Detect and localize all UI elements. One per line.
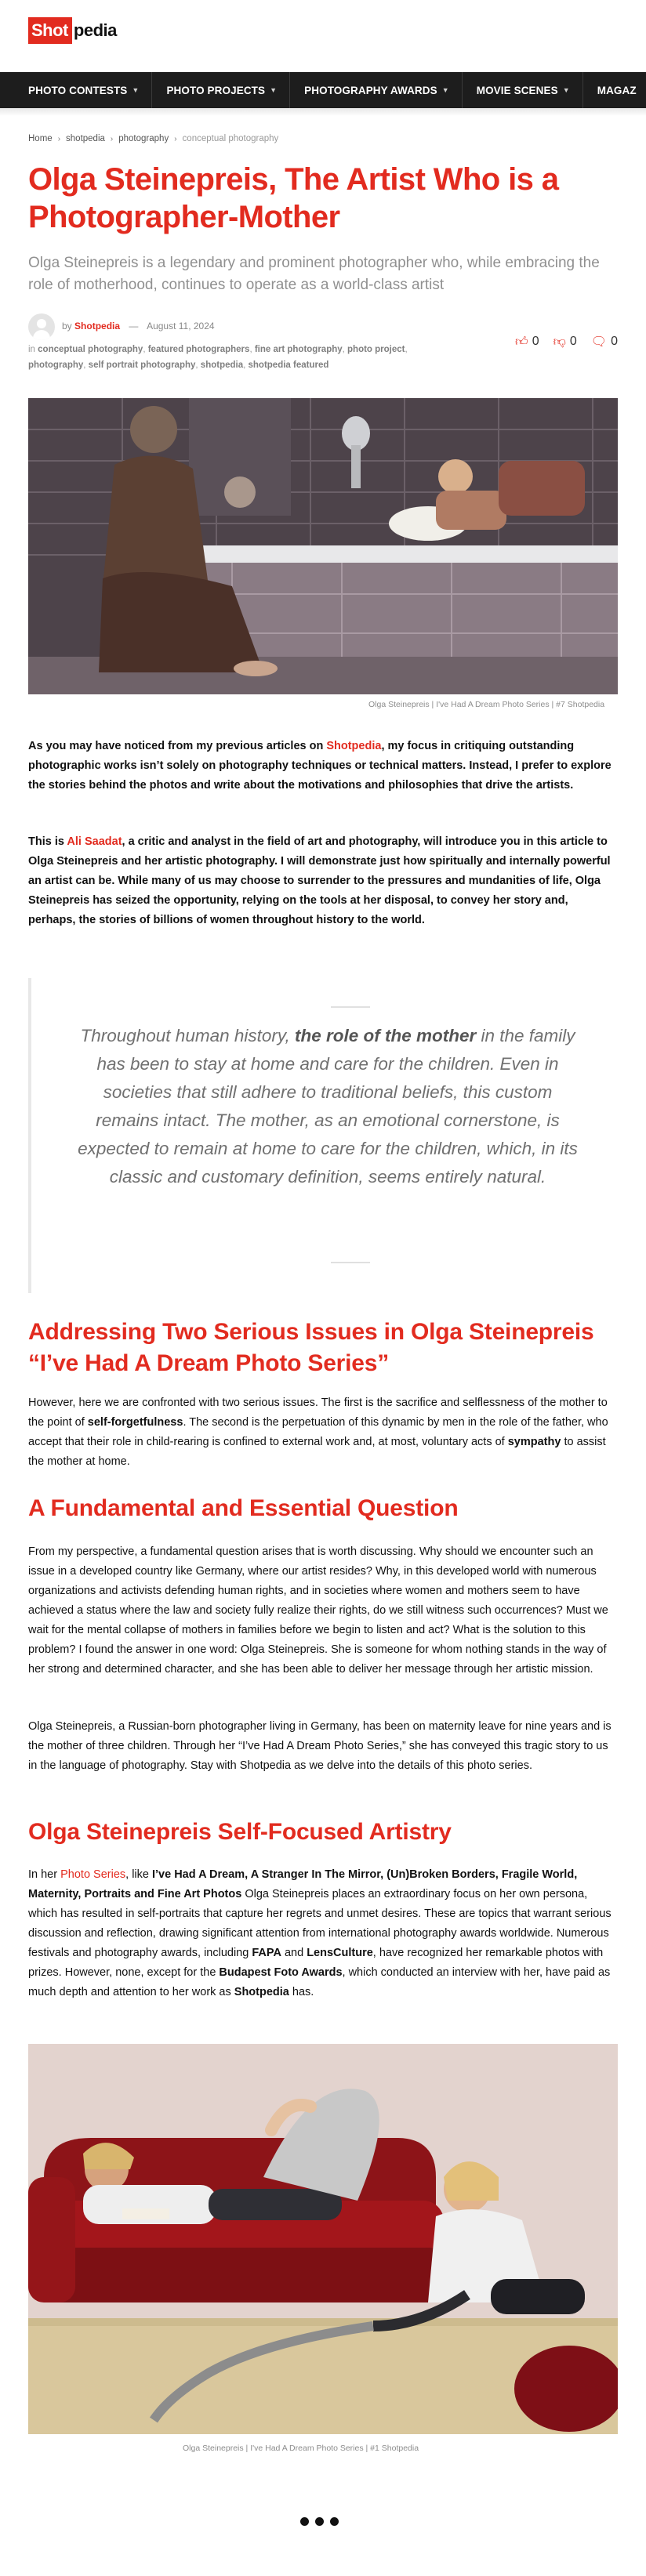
breadcrumb-current[interactable]: conceptual photography [182,134,279,143]
chevron-down-icon: ▼ [270,86,278,94]
chevron-right-icon: › [57,134,61,143]
emphasis: Shotpedia [234,1986,289,1998]
site-logo[interactable] [28,17,117,44]
hero-image[interactable] [28,398,618,694]
chevron-down-icon: ▼ [132,86,140,94]
text: , like [125,1868,152,1881]
nav-item-photography-awards[interactable] [290,72,463,108]
breadcrumb-home[interactable]: Home [28,134,53,143]
text: As you may have noticed from my previous articles on [28,740,327,752]
breadcrumb [28,134,278,143]
nav-item-photo-contests[interactable] [0,72,152,108]
text: and [281,1947,307,1959]
downvote-count: 0 [569,335,577,348]
text: Olga Steinepreis places an extraordinary focus on her own persona, which has resulted in self-portraits that capture her regrets and unmet desires. These are topics that warrant serious discussion and reflection, drawing significant attention from international photography awards worldwide. Numerous festivals and photography awards, including [28,1888,612,1959]
thumbs-up-icon: 👍︎ [514,335,528,349]
text: , have recognized her remarkable photos with prizes. However, none, except for the [28,1947,604,1979]
article-meta [28,313,618,376]
nav-label: PHOTO PROJECTS [166,84,266,96]
text: has. [289,1986,314,1998]
quote-bottom-rule [331,1262,370,1263]
nav-label: PHOTO CONTESTS [28,84,128,96]
logo-text: pedia [73,20,117,40]
category-link[interactable]: self portrait photography [88,360,196,370]
category-link[interactable]: photography [28,360,84,370]
emphasis: FAPA [252,1947,281,1959]
text: , my focus in critiquing outstanding photographic works isn’t solely on photography techniques or technical matters. Instead, I prefer to explore the stories behind the photos and write about the motivations and philosophies that drive the artists. [28,740,612,792]
quote-text [75,1022,580,1191]
figure-caption: Olga Steinepreis | I've Had A Dream Photo Series | #1 Shotpedia [183,2444,419,2453]
category-link[interactable]: shotpedia featured [248,360,329,370]
artistry-paragraph [28,1865,618,2002]
section-heading-question: A Fundamental and Essential Question [28,1495,459,1521]
upvote-count: 0 [532,335,539,348]
emphasis: sympathy [507,1436,561,1448]
nav-label: MOVIE SCENES [476,84,558,96]
text: However, here we are confronted with two serious issues. The first is the sacrifice and selflessness of the mother to the point of [28,1397,608,1429]
emphasis: Budapest Foto Awards [219,1966,343,1979]
living-room-photo-illustration [28,2044,618,2434]
chevron-down-icon: ▼ [562,86,570,94]
by-label: by [62,321,72,332]
comment-icon: 🗨︎ [590,335,608,349]
chevron-down-icon: ▼ [441,86,449,94]
site-header [0,0,646,66]
text: This is [28,835,67,848]
logo-mark: Shot [28,17,72,44]
text: In her [28,1868,61,1881]
section-heading-artistry: Olga Steinepreis Self-Focused Artistry [28,1819,452,1845]
article-image-living-room[interactable] [28,2044,618,2434]
reaction-bar [515,334,618,350]
downvote-button[interactable] [553,334,577,350]
breadcrumb-shotpedia[interactable]: shotpedia [66,134,105,143]
thumbs-down-icon: 👎︎ [553,335,566,349]
chevron-right-icon: › [110,134,114,143]
byline-separator: — [129,321,139,332]
byline [62,321,215,332]
loading-dot [300,2517,309,2526]
loading-dot [315,2517,324,2526]
main-navigation [0,72,646,108]
two-issues-paragraph [28,1393,618,1472]
category-link[interactable]: shotpedia [200,360,244,370]
comments-button[interactable] [591,334,618,350]
nav-item-magazine[interactable] [583,72,646,108]
quote-top-rule [331,1006,370,1008]
nav-label: PHOTOGRAPHY AWARDS [304,84,437,96]
chevron-right-icon: › [174,134,177,143]
bathroom-photo-illustration [28,398,618,694]
pull-quote [28,978,618,1293]
page-title: Olga Steinepreis, The Artist Who is a Photographer-Mother [28,162,559,234]
nav-item-movie-scenes[interactable] [463,72,583,108]
emphasis: I’ve Had A Dream, A Stranger In The Mirror, (Un)Broken Borders, Fragile World, Maternity, Portraits and Fine Art Photos [28,1868,578,1900]
text: . The second is the perpetuation of this dynamic by men in the role of the father, who accept that their role in child-rearing is confined to external work and, at most, voluntary acts of [28,1416,608,1448]
quote-emphasis: the role of the mother [294,1026,477,1045]
category-list: in conceptual photography, featured photographers, fine art photography, photo project, photography, self portrait photography, shotpedia, shotpedia featured [28,345,408,370]
shotpedia-link[interactable]: Shotpedia [326,740,382,752]
text: to assist the mother at home. [28,1436,606,1468]
comment-count: 0 [611,335,618,348]
emphasis: LensCulture [307,1947,373,1959]
header-shadow [0,108,646,116]
author-intro-paragraph [28,832,618,930]
nav-item-photo-projects[interactable] [152,72,290,108]
photo-series-link[interactable]: Photo Series [60,1868,126,1881]
intro-paragraph [28,737,618,795]
category-link[interactable]: featured photographers [147,345,250,354]
article-subtitle: Olga Steinepreis is a legendary and prominent photographer who, while embracing the role of motherhood, continues to operate as a world-class artist [28,255,600,293]
in-label: in [28,345,35,354]
author-link[interactable]: Shotpedia [74,321,121,332]
biography-paragraph: Olga Steinepreis, a Russian-born photographer living in Germany, has been on maternity leave for nine years and is the mother of three children. Through her “I’ve Had A Dream Photo Series,” she has conveyed this tragic story to us in the language of photography. Stay with Shotpedia as we delve into the details of this photo series. [28,1720,612,1772]
category-link[interactable]: fine art photography [254,345,343,354]
text: in the family has been to stay at home and care for the children. Even in societies that still adhere to traditional beliefs, this custom remains intact. The mother, as an emotional cornerstone, is expected to remain at home to care for the children, which, in its classic and customary definition, seems entirely natural. [78,1026,578,1187]
text: , which conducted an interview with her, have paid as much depth and attention to her work as [28,1966,611,1998]
loading-dots [300,2517,339,2526]
hero-caption: Olga Steinepreis | I've Had A Dream Photo Series | #7 Shotpedia [368,700,605,709]
category-link[interactable]: conceptual photography [38,345,143,354]
category-link[interactable]: photo project [347,345,405,354]
nav-label: MAGAZ [597,84,637,96]
question-paragraph: From my perspective, a fundamental question arises that is worth discussing. Why should we encounter such an issue in a developed country like Germany, where our artist resides? Why, in this developed world with numerous organizations and activists defending human rights, and in societies where women and mothers seem to have achieved a status where the law and society fully realize their rights, do we still witness such occurrences? Must we wait for the mental collapse of mothers in families before we begin to listen and act? What is the solution to this problem? I found the answer in one word: Olga Steinepreis. She is someone for whom nothing stands in the way of her strong and determined character, and she has been able to deliver her message through her artistic mission. [28,1545,608,1676]
breadcrumb-photography[interactable]: photography [118,134,169,143]
loading-dot [330,2517,339,2526]
text: , a critic and analyst in the field of art and photography, will introduce you in this article to Olga Steinepreis and her artistic photography. I will demonstrate just how spiritually and internally powerful an artist can be. While many of us may choose to surrender to the pressures and mundanities of life, Olga Steinepreis has seized the opportunity, relying on the tools at her disposal, to convey her story and, perhaps, the stories of billions of women throughout history to the world. [28,835,611,926]
author-profile-link[interactable]: Ali Saadat [67,835,122,848]
publish-date: August 11, 2024 [147,321,215,332]
text: Throughout human history, [80,1026,295,1045]
author-avatar[interactable] [28,313,55,340]
section-heading-two-issues: Addressing Two Serious Issues in Olga Steinepreis “I’ve Had A Dream Photo Series” [28,1319,594,1376]
emphasis: self-forgetfulness [87,1416,183,1429]
upvote-button[interactable] [515,334,539,350]
